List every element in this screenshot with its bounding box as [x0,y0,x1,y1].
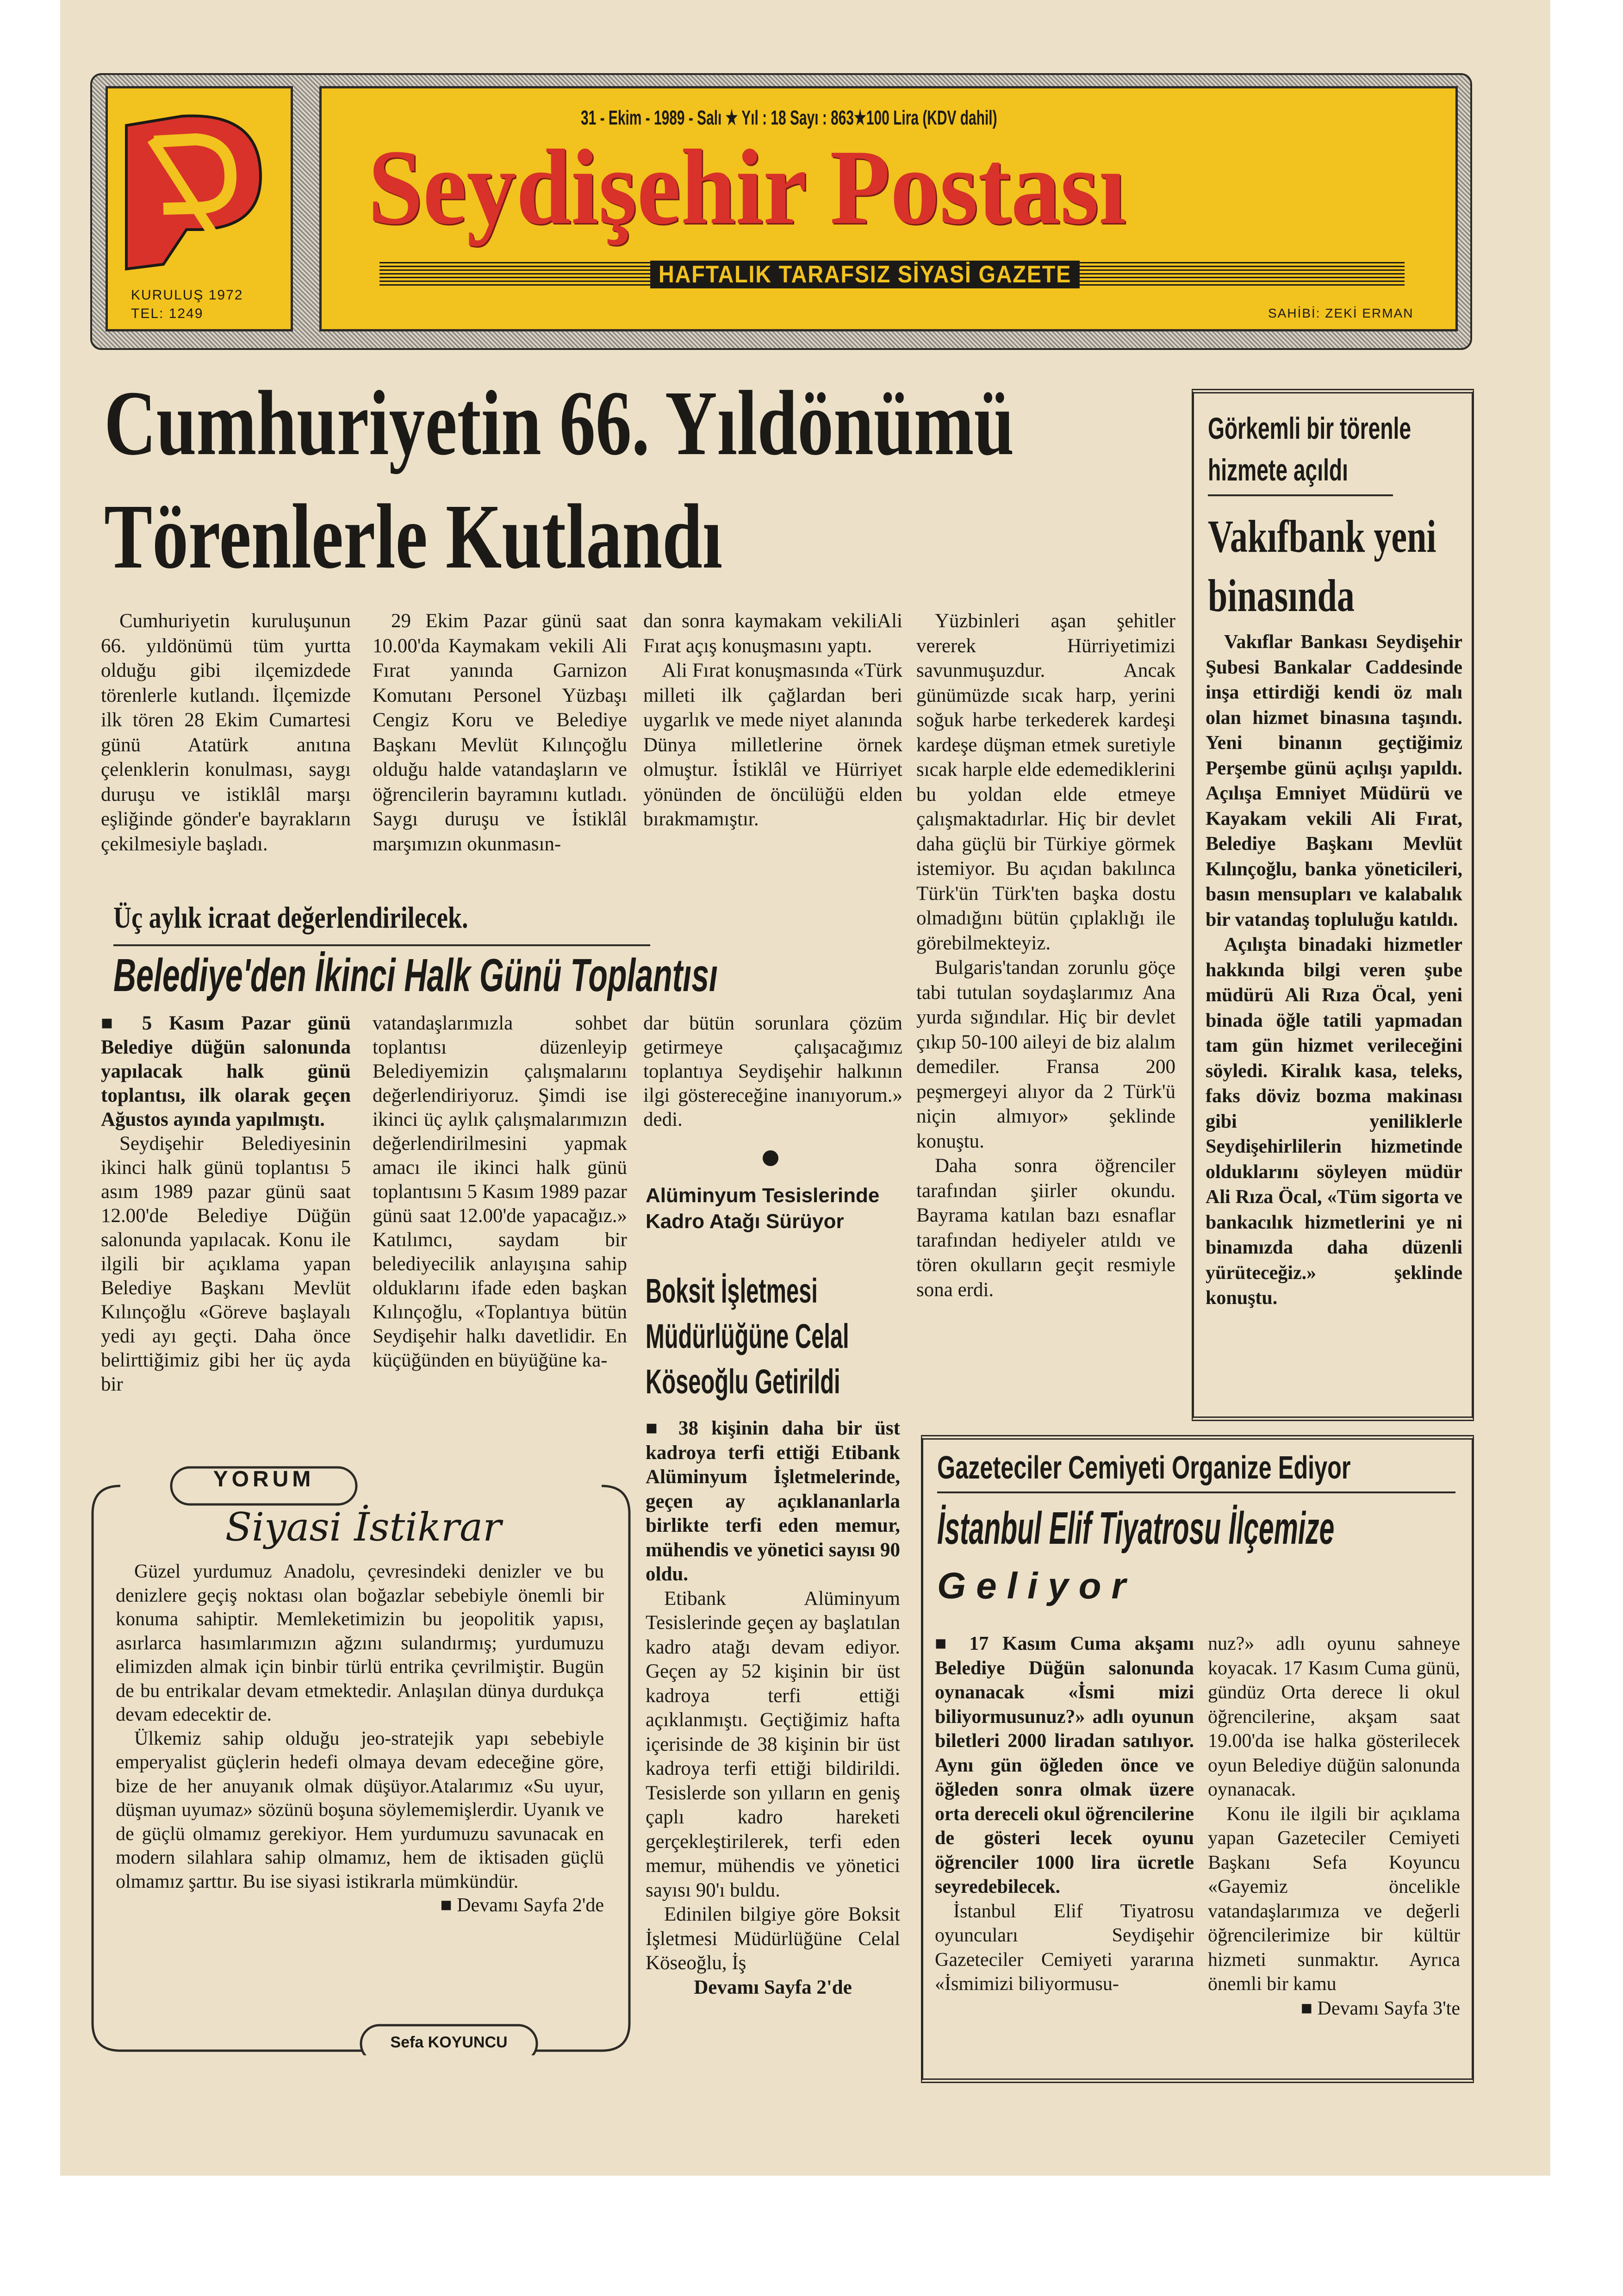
yorum-title: Siyasi İstikrar [225,1504,502,1550]
owner-label: SAHİBİ: ZEKİ ERMAN [1268,306,1414,320]
aluminyum-continued[interactable]: Devamı Sayfa 2'de [694,1976,852,1998]
aluminyum-col: ■ 38 kişinin daha bir üst kadroya terfi ettiği Etibank Alüminyum İşletmelerinde, geçen ay açıklananlarla birlikte terfi eden memur, mühendis ve yönetici sayısı 90 oldu. Etibank Alüminyum Tesislerinde geçen ay başlatılan kadro atağı devam ediyor. Geçen ay 52 kişinin bir üst kadroya terfi ettiği açıklanmıştı. Geçtiğimiz hafta içerisinde de 38 kişinin bir üst kadroya terfi ettiği bildirildi. Tesislerde son yılların en geniş çaplı kadro hareketi gerçekleştirilerek, terfi eden memur, mühendis ve yönetici sayısı 90'ı buldu. Edinilen bilgiye göre Boksit İşletmesi Müdürlüğüne Celal Köseoğlu, İş Devamı Sayfa 2'de [646,1416,900,2000]
vakifbank-col: Vakıflar Bankası Seydişehir Şubesi Bankalar Caddesinde inşa ettirdiği kendi öz malı olan hizmet binasına taşındı. Yeni binanın geçtiğimiz Perşembe günü açılışı yapıldı. Açılışa Emniyet Müdürü ve Kayakam vekili Ali Fırat, Belediye Başkanı Mevlüt Kılınçoğlu, banka yöneticileri, basın mensupları ve kalabalık bir vatandaş topluluğu katıldı. Açılışta binadaki hizmetler hakkında bilgi veren şube müdürü Ali Rıza Öcal, yeni binada öğle tatili yapmadan tam gün hizmet verileceğini söyledi. Kiralık kasa, teleks, faks döviz bozma makinası gibi yeniliklerle Seydişehirlilerin hizmetinde olduklarını söyleyen müdür Ali Rıza Öcal, «Tüm sigorta ve bankacılık hizmetlerini ye ni binamızda daha düzenli yürüteceğiz.» şeklinde konuştu. [1206,631,1462,1309]
yorum-author: Sefa KOYUNCU [390,2034,508,2051]
tiyatro-headline-line2: Geliyor [937,1565,1136,1606]
tiyatro-kicker: Gazeteciler Cemiyeti Organize Ediyor [937,1449,1351,1485]
tiyatro-headline-line1: İstanbul Elif Tiyatrosu İlçemize [937,1503,1335,1554]
aluminyum-headline: Boksit İşletmesi Müdürlüğüne Celal Köseoğlu Getirildi [646,1272,849,1401]
lead-col3: dan sonra kaymakam vekiliAli Fırat açış konuşmasını yaptı. Ali Fırat konuşmasında «Türk milleti ilk çağlardan beri uygarlık ve mede niyet alanında Dünya milletlerine örnek olmuştur. İstiklâl ve Hürriyet yönünden de öncülüğü elden bırakmamıştır. [643,610,902,830]
lead-col4: Yüzbinleri aşan şehitler vererek Hürriyetimizi savunmuşuzdur. Ancak günümüzde sıcak harp, yerini soğuk harbe terkederek kardeşi kardeşe düşman etmek suretiyle sıcak harple elde edemediklerini bu yoldan elde etmeye çalışmaktadırlar. Hiç bir devlet daha güçlü bir Türkiye görmek istemiyor. Bu açıdan bakılınca Türk'ün Türk'ten başka dostu olmadığını bütün çıplaklığı ile görebilmekteyiz. Bulgaris'tandan zorunlu göçe tabi tutulan soydaşlarımız Ana yurda sığındılar. Hiç bir devlet çıkıp 50-100 aileyi de biz alalım demediler. Fransa 200 peşmergeyi alıyor da 2 Türk'ü niçin almıyor» şeklinde konuştu. Daha sonra öğrenciler tarafından şiirler okundu. Bayrama katılan bazı esnaflar tarafından hediyeler atıldı ve tören okulların geçit resmiyle sona erdi. [916,610,1175,1301]
belediye-kicker: Üç aylık icraat değerlendirilecek. [113,901,468,935]
vakifbank-kicker: Görkemli bir törenle hizmete açıldı [1208,411,1412,487]
tiyatro-col2: nuz?» adlı oyunu sahneye koyacak. 17 Kasım Cuma günü, gündüz Orta derece li okul öğrencilerine, akşam saat 19.00'da ise halka gösterilecek oyun Belediye düğün salonunda oynanacak. Konu ile ilgili bir açıklama yapan Gazeteciler Cemiyeti Başkanı Sefa Koyuncu «Gayemiz öncelikle vatandaşlarımıza ve değerli öğrencilerimize bir kültür hizmeti sunmaktır. Ayrıca önemli bir kamu ■ Devamı Sayfa 3'te [1208,1632,1460,2021]
belediye-kicker-rule [113,944,650,946]
yorum-col: Güzel yurdumuz Anadolu, çevresindeki denizler ve bu denizlere geçiş noktası olan boğazlar sebebiyle önemli bir konuma sahiptir. Memleketimizin bu jeopolitik yapısı, asırlarca hasımlarımızın ağzını sulandırmış; yurdumuzu elimizden almak için binbir türlü entrika çevrilmiştir. Bugün de bu entrikalar devam etmektedir. Anlaşılan dünya durdukça devam edecektir de. Ülkemiz sahip olduğu jeo-stratejik yapı sebebiyle emperyalist güçlerin hedefi olmaya devam edeceğine göre, bize de her anuyanık olmak düşüyor.Atalarımız «Su uyur, düşman uyumaz» sözünü boşuna söylememişlerdir. Uyanık ve de güçlü olmamız gerekiyor. Hem yurdumuzu savunacak en modern silahlara sahip olmamız, hem de iktisaden güçlü olmamız şarttır. Bu ise siyasi istikrarla mümkündür. ■ Devamı Sayfa 2'de [116,1560,604,1918]
belediye-col3: dar bütün sorunlara çözüm getirmeye çalışacağımız toplantıya Seydişehir halkının ilgi göstereceğine inanıyorum.» dedi. [643,1012,902,1130]
lead-headline-line2: Törenlerle Kutlandı [104,486,723,588]
vakifbank-kicker-rule [1208,494,1393,496]
masthead-title: Seydişehir Postası [368,128,1126,247]
yorum-label: YORUM [213,1467,315,1491]
belediye-col2: vatandaşlarımızla sohbet toplantısı düzenleyip Belediyemizin çalışmalarını değerlendiriyoruz. Şimdi ise ikinci üç aylık çalışmalarımızın değerlendirilmesini yapmak amacı ile ikinci halk günü toplantısını 5 Kasım 1989 pazar günü saat 12.00'de yapacağız.» Katılımcı, saydam bir belediyecilik anlayışına sahip olduklarını ifade eden başkan Kılınçoğlu, «Toplantıya bütün Seydişehir halkı davetlidir. En küçüğünden en büyüğüne ka- [373,1012,627,1371]
lead-headline-line1: Cumhuriyetin 66. Yıldönümü [104,372,1014,474]
issue-line: 31 - Ekim - 1989 - Salı ★ Yıl : 18 Sayı : 863★100 Lira (KDV dahil) [581,106,997,129]
tiyatro-kicker-rule [937,1491,1455,1493]
tiyatro-continued[interactable]: ■ Devamı Sayfa 3'te [1208,1997,1460,2021]
newspaper-logo [108,98,291,283]
lead-col1: Cumhuriyetin kuruluşunun 66. yıldönümü tüm yurtta olduğu gibi ilçemizdede törenlerle kutlandı. İlçemizde ilk tören 28 Ekim Cumartesi günü Atatürk anıtına çelenklerin konulması, saygı duruşu ve istiklâl marşı eşliğinde gönder'e bayrakların çekilmesiyle başladı. [101,610,351,855]
tel-label: TEL: 1249 [131,306,204,321]
belediye-headline: Belediye'den İkinci Halk Günü Toplantısı [113,949,718,1001]
tiyatro-col1: ■ 17 Kasım Cuma akşamı Belediye Düğün salonunda oynanacak «İsmi mizi biliyormusunuz?» adlı oyunun biletleri 2000 liradan satılıyor. Aynı gün öğleden önce ve öğleden sonra olmak üzere orta dereceli okul öğrencilerine de gösteri lecek oyunu öğrenciler 1000 lira ücretle seyredebilecek. İstanbul Elif Tiyatrosu oyuncuları Seydişehir Gazeteciler Cemiyeti yararına «İsmimizi biliyormusu- [935,1632,1194,1997]
masthead-subtitle: HAFTALIK TARAFSIZ SİYASİ GAZETE [650,261,1080,288]
belediye-col1: ■ 5 Kasım Pazar günü Belediye düğün salonunda yapılacak halk günü toplantısı, ilk olarak geçen Ağustos ayında yapılmıştı. Seydişehir Belediyesinin ikinci halk günü toplantısı 5 asım 1989 pazar günü saat 12.00'de Belediye Düğün salonunda yapılacak. Konu ile ilgili bir açıklama yapan Belediye Başkanı Mevlüt Kılınçoğlu «Göreve başlayalı yedi ayı geçti. Daha önce belirttiğimiz gibi her üç ayda bir [101,1011,351,1397]
section-dot [763,1150,778,1166]
founded-label: KURULUŞ 1972 [131,287,243,303]
aluminyum-kicker: Alüminyum Tesislerinde Kadro Atağı Sürüyor [646,1184,880,1233]
yorum-continued[interactable]: ■ Devamı Sayfa 2'de [116,1894,604,1918]
vakifbank-headline: Vakıfbank yeni binasında [1208,511,1436,621]
lead-col2: 29 Ekim Pazar günü saat 10.00'da Kaymakam vekili Ali Fırat yanında Garnizon Komutanı Personel Yüzbaşı Cengiz Koru ve Belediye Başkanı Mevlüt Kılınçoğlu olduğu halde vatandaşların ve öğrencilerin bayramını kutladı. Saygı duruşu ve İstiklâl marşımızın okunmasın- [373,610,627,855]
title-box [319,86,1458,331]
logo-box [106,86,293,331]
